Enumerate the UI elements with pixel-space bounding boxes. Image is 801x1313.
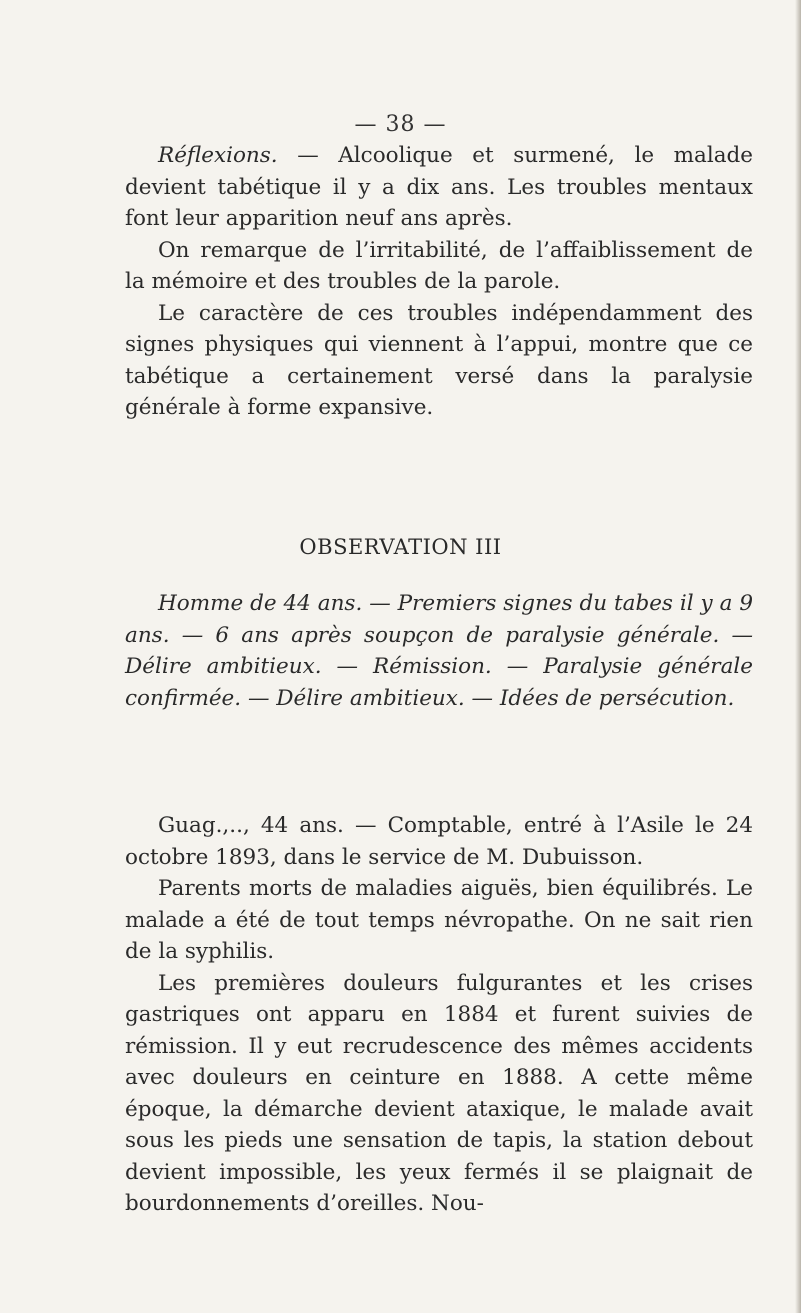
case-paragraph-3: Les premières douleurs fulgurantes et les crises gastriques ont apparu en 1884 et furent suivies de rémission. Il y eut recrudescence des mêmes accidents avec douleurs en ceinture en 1888. A cette même époque, la démarche devient ataxique, le malade avait sous les pieds une sensation de tapis, la station debout devient impossible, les yeux fermés il se plaignait de bourdonnements d’oreilles. Nou- bbox=[125, 970, 753, 1216]
reflexions-section bbox=[125, 140, 753, 424]
page-edge-shadow bbox=[795, 0, 801, 1313]
page-number: — 38 — bbox=[354, 112, 447, 137]
summary-paragraph: Homme de 44 ans. — Premiers signes du tabes il y a 9 ans. — 6 ans après soupçon de paralysie générale. — Délire ambitieux. — Rémission. — Paralysie générale confirmée. — Délire ambitieux. — Idées de persécution. bbox=[125, 591, 753, 711]
observation-heading: OBSERVATION III bbox=[299, 535, 502, 559]
reflexions-paragraph-2: On remarque de l’irritabilité, de l’affaiblissement de la mémoire et des troubles de la parole. bbox=[125, 237, 753, 294]
observation-summary bbox=[125, 588, 753, 714]
case-paragraph-2: Parents morts de maladies aiguës, bien équilibrés. Le malade a été de tout temps névropathe. On ne sait rien de la syphilis. bbox=[125, 876, 753, 964]
reflexions-paragraph-1 bbox=[125, 140, 753, 235]
case-section bbox=[125, 810, 753, 1220]
case-paragraph-1: Guag.,.., 44 ans. — Comptable, entré à l’Asile le 24 octobre 1893, dans le service de M. Dubuisson. bbox=[125, 813, 753, 870]
reflexions-paragraph-3: Le caractère de ces troubles indépendamment des signes physiques qui viennent à l’appui, montre que ce tabétique a certainement versé dans la paralysie générale à forme expansive. bbox=[125, 300, 753, 420]
reflexions-label: Réflexions. bbox=[158, 143, 278, 168]
reflexions-paragraph-1-text: — Alcoolique et surmené, le malade devient tabétique il y a dix ans. Les troubles mentaux font leur apparition neuf ans après. bbox=[125, 143, 753, 231]
